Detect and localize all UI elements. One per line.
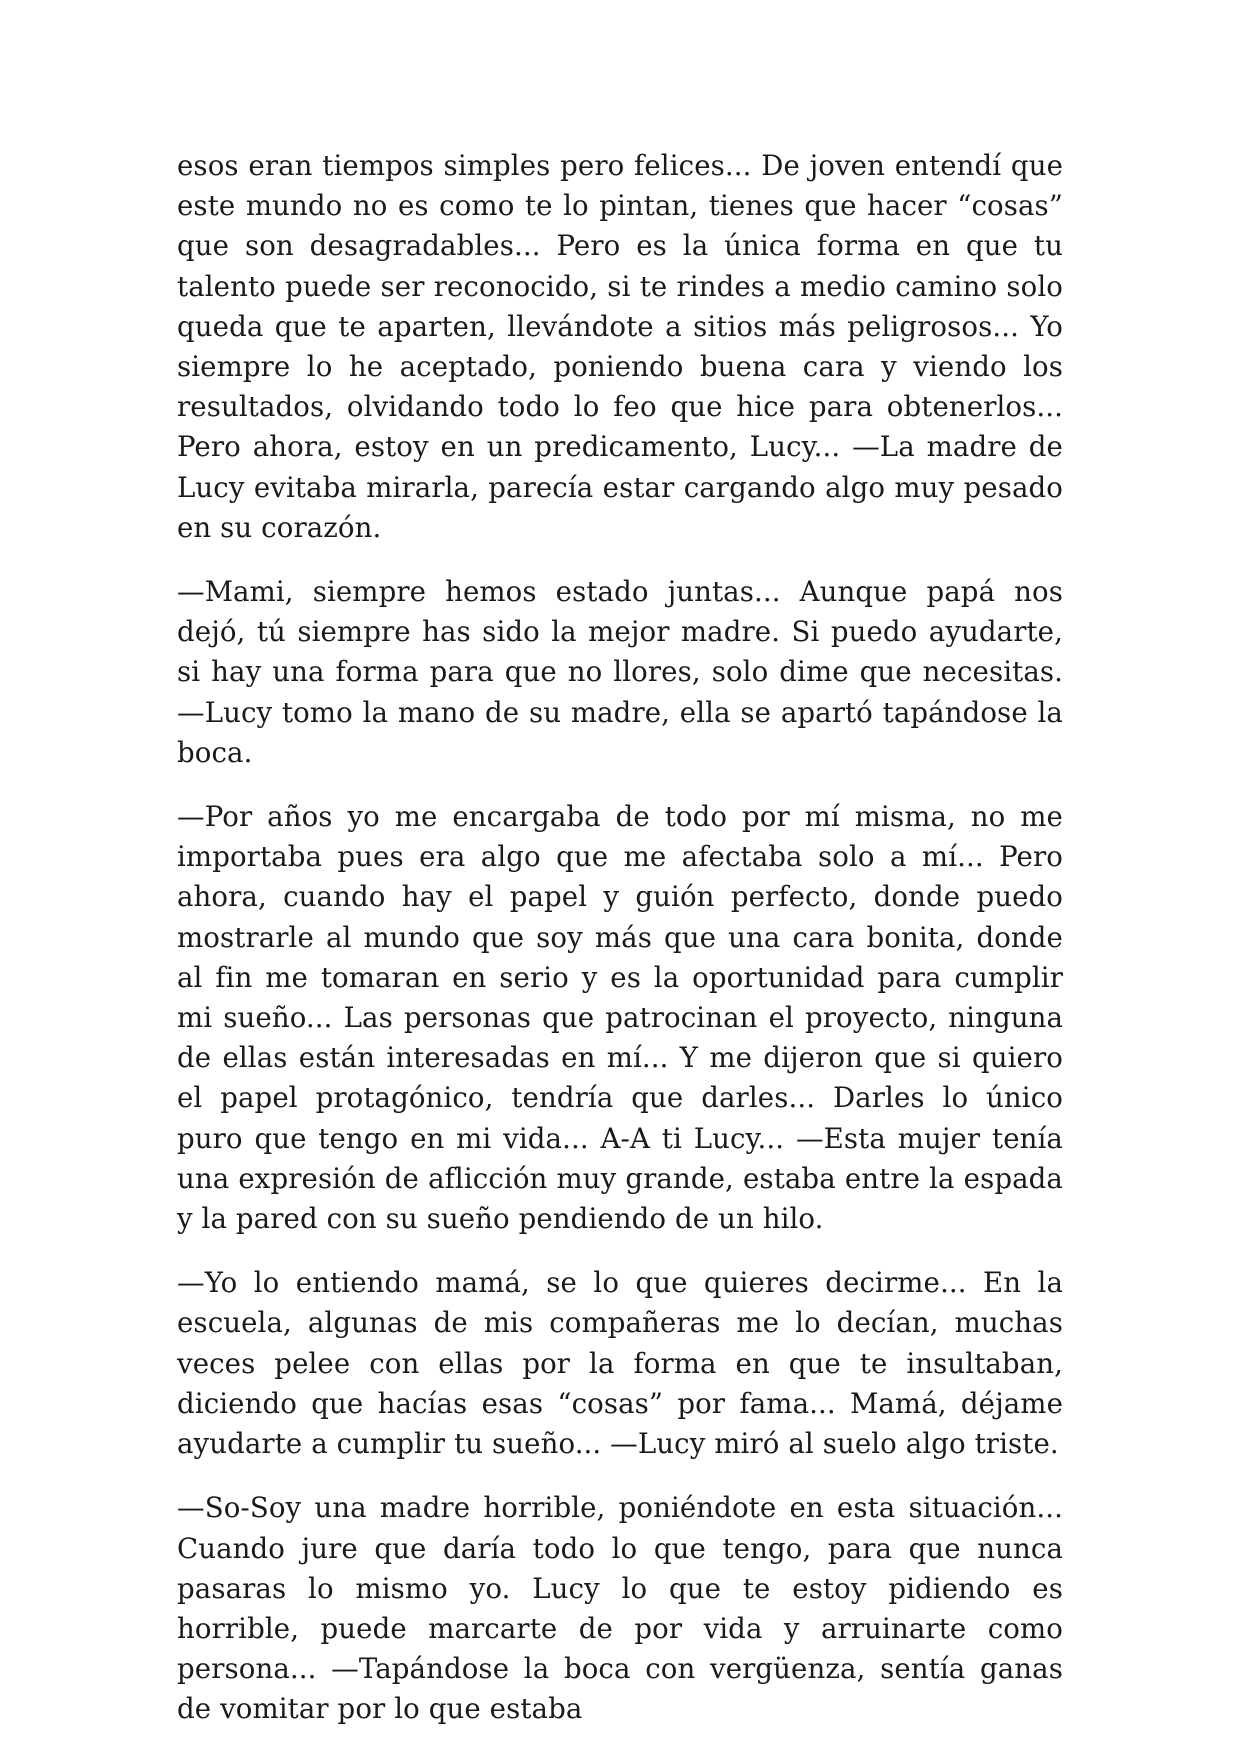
paragraph-5: —So-Soy una madre horrible, poniéndote en esta situación... Cuando jure que daría todo lo que tengo, para que nunca pasaras lo mismo yo. Lucy lo que te estoy pidiendo es horrible, puede marcarte de por vida y arruinarte como persona... —Tapándose la boca con vergüenza, sentía ganas de vomitar por lo que estaba: [177, 1491, 1063, 1726]
paragraph-2: —Mami, siempre hemos estado juntas... Aunque papá nos dejó, tú siempre has sido la mejor madre. Si puedo ayudarte, si hay una forma para que no llores, solo dime que necesitas. —Lucy tomo la mano de su madre, ella se apartó tapándose la boca.: [177, 575, 1063, 769]
paragraph-1: esos eran tiempos simples pero felices... De joven entendí que este mundo no es como te lo pintan, tienes que hacer “cosas” que son desagradables... Pero es la única forma en que tu talento puede ser reconocido, si te rindes a medio camino solo queda que te aparten, llevándote a sitios más peligrosos... Yo siempre lo he aceptado, poniendo buena cara y viendo los resultados, olvidando todo lo feo que hice para obtenerlos... Pero ahora, estoy en un predicamento, Lucy... —La madre de Lucy evitaba mirarla, parecía estar cargando algo muy pesado en su corazón.: [177, 149, 1063, 544]
paragraph-3: —Por años yo me encargaba de todo por mí misma, no me importaba pues era algo que me afectaba solo a mí... Pero ahora, cuando hay el papel y guión perfecto, donde puedo mostrarle al mundo que soy más que una cara bonita, donde al fin me tomaran en serio y es la oportunidad para cumplir mi sueño... Las personas que patrocinan el proyecto, ninguna de ellas están interesadas en mí... Y me dijeron que si quiero el papel protagónico, tendría que darles... Darles lo único puro que tengo en mi vida... A-A ti Lucy... —Esta mujer tenía una expresión de aflicción muy grande, estaba entre la espada y la pared con su sueño pendiendo de un hilo.: [177, 800, 1063, 1236]
body-text: [177, 146, 1063, 1730]
paragraph-4: —Yo lo entiendo mamá, se lo que quieres decirme... En la escuela, algunas de mis compañeras me lo decían, muchas veces pelee con ellas por la forma en que te insultaban, diciendo que hacías esas “cosas” por fama... Mamá, déjame ayudarte a cumplir tu sueño... —Lucy miró al suelo algo triste.: [177, 1266, 1063, 1461]
